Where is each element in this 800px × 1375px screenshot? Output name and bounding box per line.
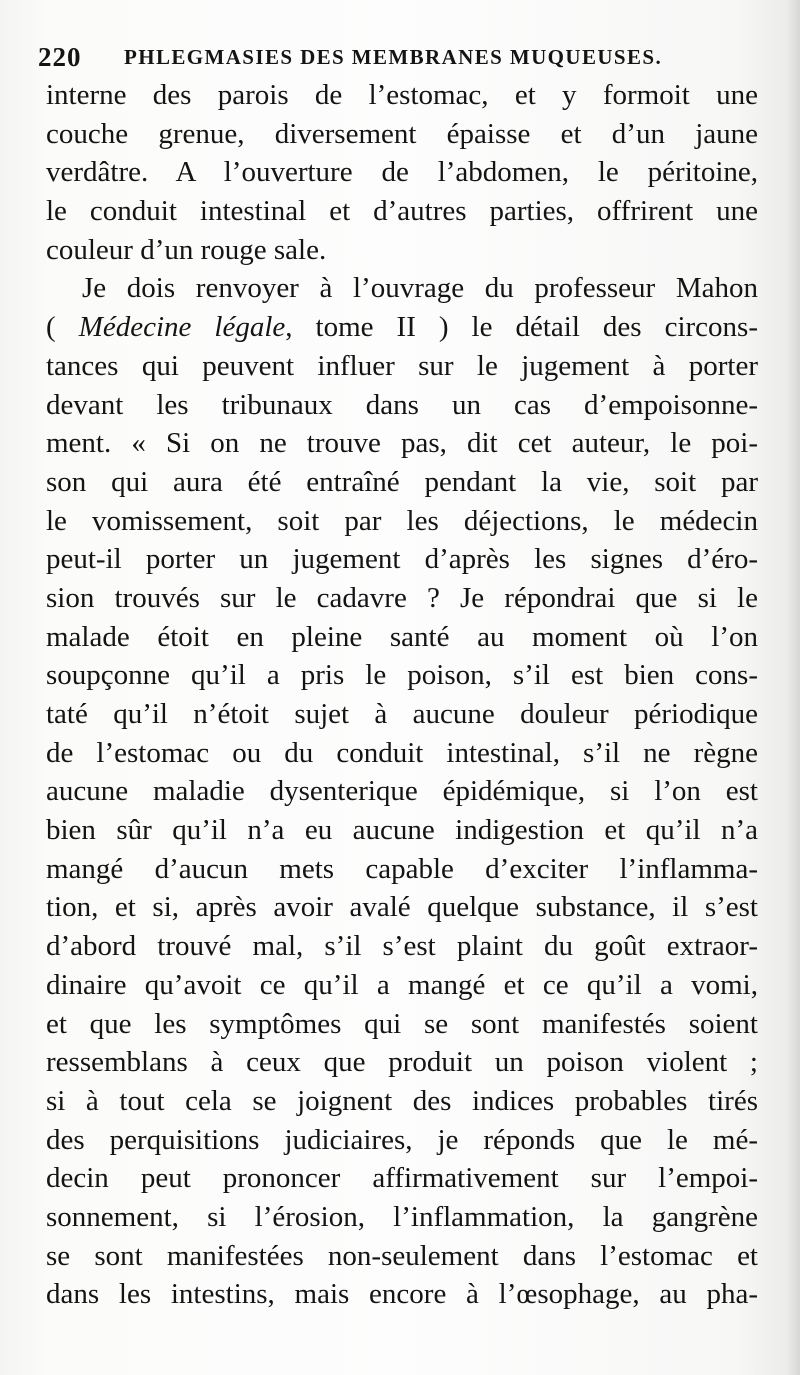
cited-work-title: Médecine légale xyxy=(78,311,286,344)
line-remainder: , tome II ) le détail des circons- xyxy=(285,311,758,344)
text-line: devant les tribunaux dans un cas d’empoisonne- xyxy=(46,388,758,421)
text-line: Je dois renvoyer à l’ouvrage du professeur Mahon xyxy=(82,272,758,305)
page-edge-shadow xyxy=(786,0,800,1375)
text-line xyxy=(46,308,758,347)
text-line: malade étoit en pleine santé au moment où l’on xyxy=(46,620,758,653)
text-line: se sont manifestées non-seulement dans l’estomac et xyxy=(46,1239,758,1272)
text-line: ment. « Si on ne trouve pas, dit cet auteur, le poi- xyxy=(46,427,758,460)
text-line: decin peut prononcer affirmativement sur l’empoi- xyxy=(46,1162,758,1195)
text-line: le conduit intestinal et d’autres parties, offrirent une xyxy=(46,195,758,228)
text-line: de l’estomac ou du conduit intestinal, s’il ne règne xyxy=(46,736,758,769)
text-line: peut-il porter un jugement d’après les signes d’éro- xyxy=(46,543,758,576)
text-line: verdâtre. A l’ouverture de l’abdomen, le péritoine, xyxy=(46,156,758,189)
text-line: aucune maladie dysenterique épidémique, si l’on est xyxy=(46,775,758,808)
page-header xyxy=(38,42,750,76)
text-line: bien sûr qu’il n’a eu aucune indigestion et qu’il n’a xyxy=(46,814,758,847)
body-text xyxy=(46,76,758,1314)
text-line: le vomissement, soit par les déjections, le médecin xyxy=(46,504,758,537)
text-line: dans les intestins, mais encore à l’œsophage, au pha- xyxy=(46,1278,758,1311)
text-line: ressemblans à ceux que produit un poison violent ; xyxy=(46,1046,758,1079)
text-line: des perquisitions judiciaires, je réponds que le mé- xyxy=(46,1123,758,1156)
text-line: dinaire qu’avoit ce qu’il a mangé et ce qu’il a vomi, xyxy=(46,968,758,1001)
text-line: son qui aura été entraîné pendant la vie, soit par xyxy=(46,465,758,498)
text-line: interne des parois de l’estomac, et y formoit une xyxy=(46,79,758,111)
text-line: sonnement, si l’érosion, l’inflammation, la gangrène xyxy=(46,1200,758,1233)
text-line: tion, et si, après avoir avalé quelque substance, il s’est xyxy=(46,891,758,924)
text-line: mangé d’aucun mets capable d’exciter l’inflamma- xyxy=(46,852,758,885)
text-line: couleur d’un rouge sale. xyxy=(46,233,327,266)
text-line: tances qui peuvent influer sur le jugement à porter xyxy=(46,349,758,382)
text-line: couche grenue, diversement épaisse et d’un jaune xyxy=(46,117,758,150)
paren-open: ( xyxy=(46,311,79,344)
text-line: et que les symptômes qui se sont manifestés soient xyxy=(46,1007,758,1040)
text-line: sion trouvés sur le cadavre ? Je répondrai que si le xyxy=(46,581,758,614)
text-line: si à tout cela se joignent des indices probables tirés xyxy=(46,1084,758,1117)
text-line: soupçonne qu’il a pris le poison, s’il est bien cons- xyxy=(46,659,758,692)
text-line: d’abord trouvé mal, s’il s’est plaint du goût extraor- xyxy=(46,930,758,963)
text-line: taté qu’il n’étoit sujet à aucune douleur périodique xyxy=(46,698,758,730)
page-number: 220 xyxy=(38,42,82,72)
running-title: PHLEGMASIES DES MEMBRANES MUQUEUSES. xyxy=(124,45,663,69)
